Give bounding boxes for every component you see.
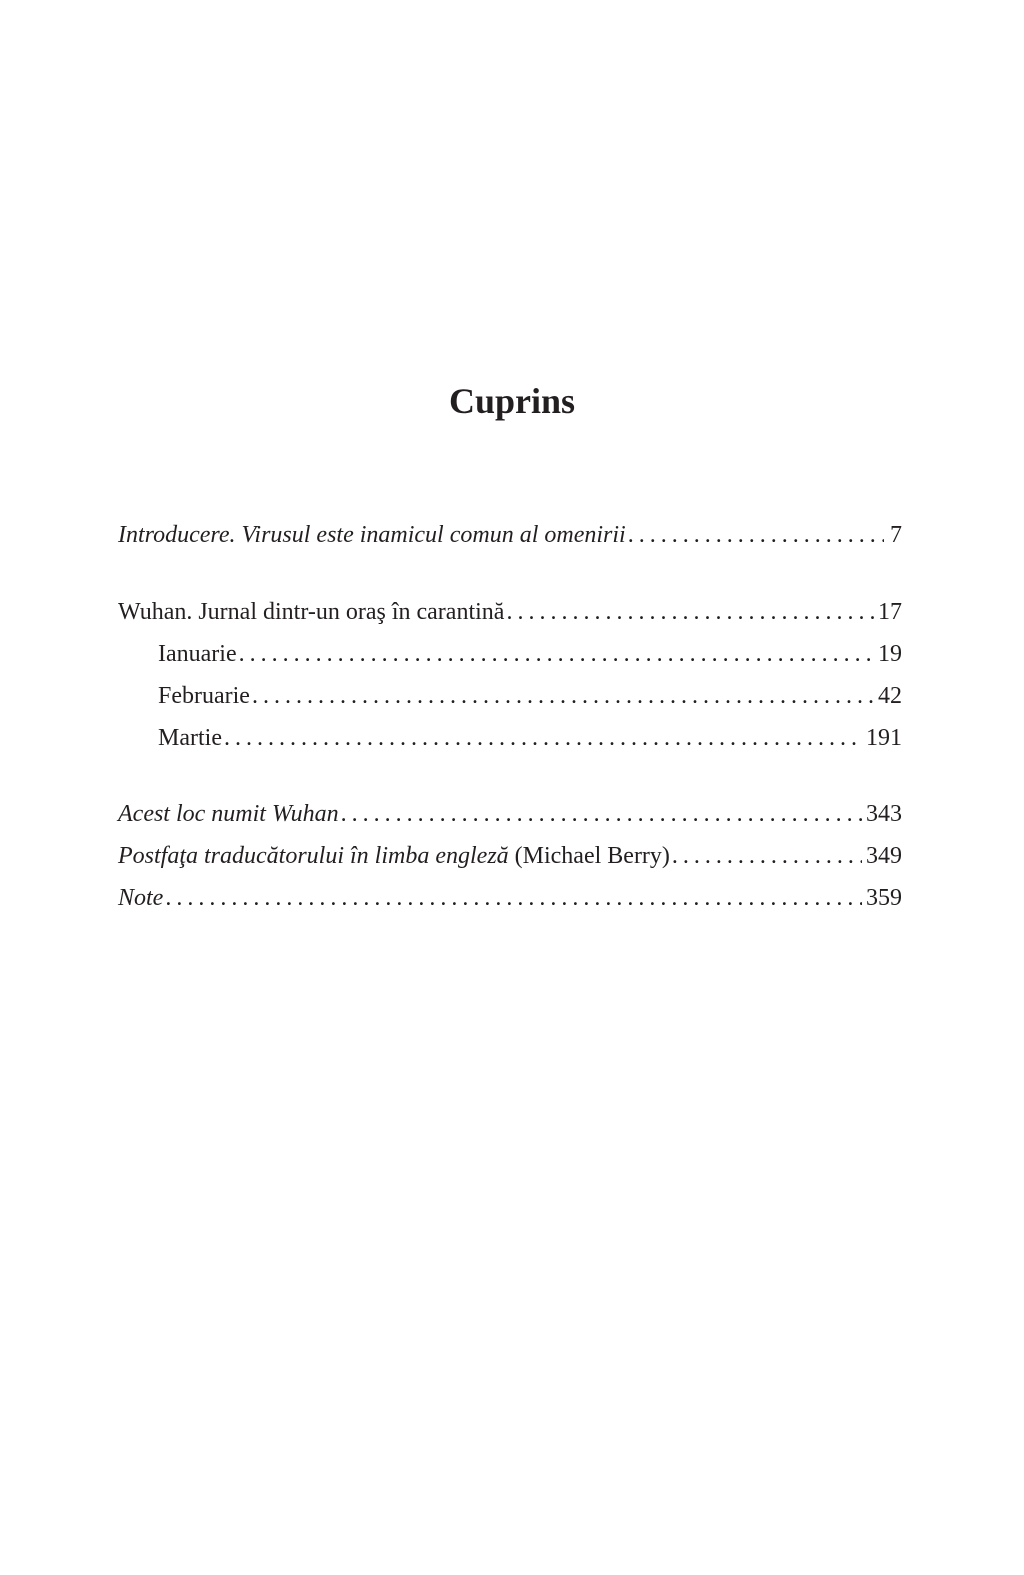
toc-entry-februarie[interactable] bbox=[158, 679, 902, 713]
toc-page-number: 359 bbox=[866, 885, 902, 911]
toc-entry-label: Note bbox=[118, 885, 164, 911]
toc-entry-label: Martie bbox=[158, 725, 222, 751]
toc-entry-label: Acest loc numit Wuhan bbox=[118, 801, 339, 827]
toc-page-number: 42 bbox=[878, 683, 902, 709]
toc-entry-label: Postfaţa traducătorului în limba engleză (Michael Berry) bbox=[118, 843, 670, 869]
dot-leader bbox=[672, 839, 862, 873]
toc-page-number: 17 bbox=[878, 599, 902, 625]
dot-leader bbox=[239, 637, 874, 671]
toc-entry-martie[interactable] bbox=[158, 721, 902, 755]
dot-leader bbox=[165, 881, 862, 915]
toc-entry-label: Introducere. Virusul este inamicul comun al omenirii bbox=[118, 522, 626, 548]
toc-entry-acest-loc[interactable] bbox=[118, 797, 902, 831]
dot-leader bbox=[506, 595, 874, 629]
toc-entry-jurnal[interactable] bbox=[118, 595, 902, 629]
toc-entry-label: Februarie bbox=[158, 683, 250, 709]
dot-leader bbox=[341, 797, 862, 831]
dot-leader bbox=[224, 721, 862, 755]
dot-leader bbox=[252, 679, 874, 713]
toc-entry-ianuarie[interactable] bbox=[158, 637, 902, 671]
toc-page-number: 349 bbox=[866, 843, 902, 869]
dot-leader bbox=[628, 518, 884, 552]
toc-entry-postfata[interactable] bbox=[118, 839, 902, 873]
page-title: Cuprins bbox=[448, 381, 576, 421]
toc-page-number: 191 bbox=[866, 725, 902, 751]
toc-entry-label: Wuhan. Jurnal dintr-un oraş în carantină bbox=[118, 599, 505, 625]
toc-page-number: 343 bbox=[866, 801, 902, 827]
toc-entry-note[interactable] bbox=[118, 881, 902, 915]
toc-entry-label: Ianuarie bbox=[158, 641, 237, 667]
toc-page-number: 7 bbox=[890, 522, 902, 548]
toc-page-number: 19 bbox=[878, 641, 902, 667]
toc-entry-introducere[interactable] bbox=[118, 518, 902, 552]
